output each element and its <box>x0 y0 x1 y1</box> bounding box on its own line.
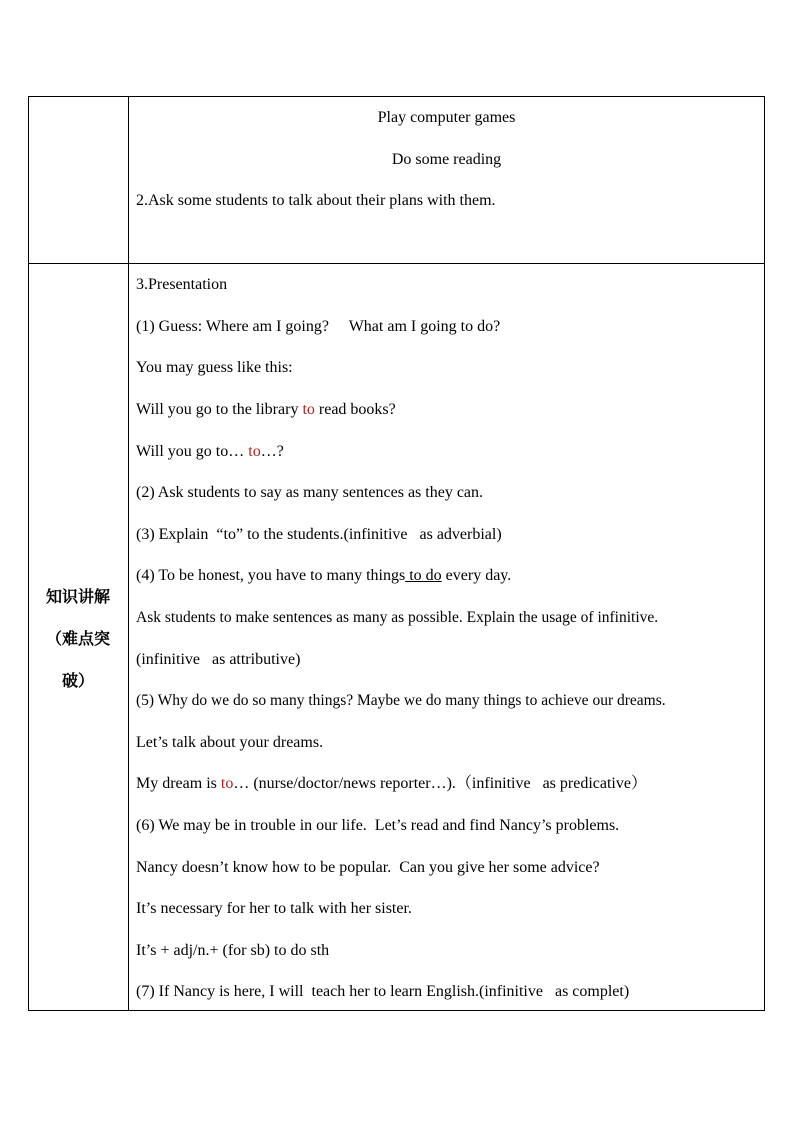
side-label-3: 破） <box>61 671 94 690</box>
side-label-1: 知识讲解 <box>45 587 110 606</box>
example-pattern-to: to <box>248 443 261 460</box>
guess-line: (1) Guess: Where am I going? What am I going to do? <box>136 318 501 335</box>
side-label-2: （难点突 <box>45 629 110 648</box>
example-library-a: Will you go to the library <box>136 401 303 418</box>
talk-dreams: Let’s talk about your dreams. <box>136 734 324 751</box>
example-library-c: read books? <box>314 401 396 418</box>
step-4-honest <box>136 566 511 586</box>
step-2-text: 2.Ask some students to talk about their plans with them. <box>136 192 496 209</box>
step-2-say: (2) Ask students to say as many sentences as they can. <box>136 484 484 501</box>
activity-reading: Do some reading <box>391 151 502 168</box>
example-library-to: to <box>302 401 315 418</box>
example-pattern-c: …? <box>260 443 284 460</box>
step-4-c: every day. <box>441 567 512 584</box>
column-divider <box>128 96 129 1011</box>
example-pattern <box>136 442 284 462</box>
dream-a: My dream is <box>136 775 221 792</box>
example-pattern-a: Will you go to… <box>136 443 249 460</box>
example-library <box>136 400 396 420</box>
activity-play-games: Play computer games <box>377 109 516 126</box>
step-7-teach: (7) If Nancy is here, I will teach her to learn English.(infinitive as complet) <box>136 983 630 1000</box>
dream-c: … (nurse/doctor/news reporter…).（infinitive as predicative） <box>233 775 647 792</box>
presentation-heading: 3.Presentation <box>136 276 228 293</box>
step-5-why: (5) Why do we do so many things? Maybe we do many things to achieve our dreams. <box>136 692 666 709</box>
attributive-note: (infinitive as attributive) <box>136 651 301 668</box>
dream-to: to <box>220 775 234 792</box>
dream-line <box>136 774 647 794</box>
make-sentences: Ask students to make sentences as many as possible. Explain the usage of infinitive. <box>136 609 659 626</box>
nancy-popular: Nancy doesn’t know how to be popular. Can you give her some advice? <box>136 859 600 876</box>
table-bottom-border <box>28 1010 765 1011</box>
step-4-to-do: to do <box>405 567 442 584</box>
table-top-border <box>28 96 765 97</box>
step-6-trouble: (6) We may be in trouble in our life. Let’s read and find Nancy’s problems. <box>136 817 620 834</box>
necessary-line: It’s necessary for her to talk with her sister. <box>136 900 412 917</box>
row-divider <box>28 263 765 264</box>
pattern-line: It’s + adj/n.+ (for sb) to do sth <box>136 942 330 959</box>
table-left-border <box>28 96 29 1011</box>
step-3-explain: (3) Explain “to” to the students.(infinitive as adverbial) <box>136 526 502 543</box>
guess-intro: You may guess like this: <box>136 359 293 376</box>
table-right-border <box>764 96 765 1011</box>
step-4-a: (4) To be honest, you have to many things <box>136 567 406 584</box>
lesson-table <box>28 96 765 1011</box>
